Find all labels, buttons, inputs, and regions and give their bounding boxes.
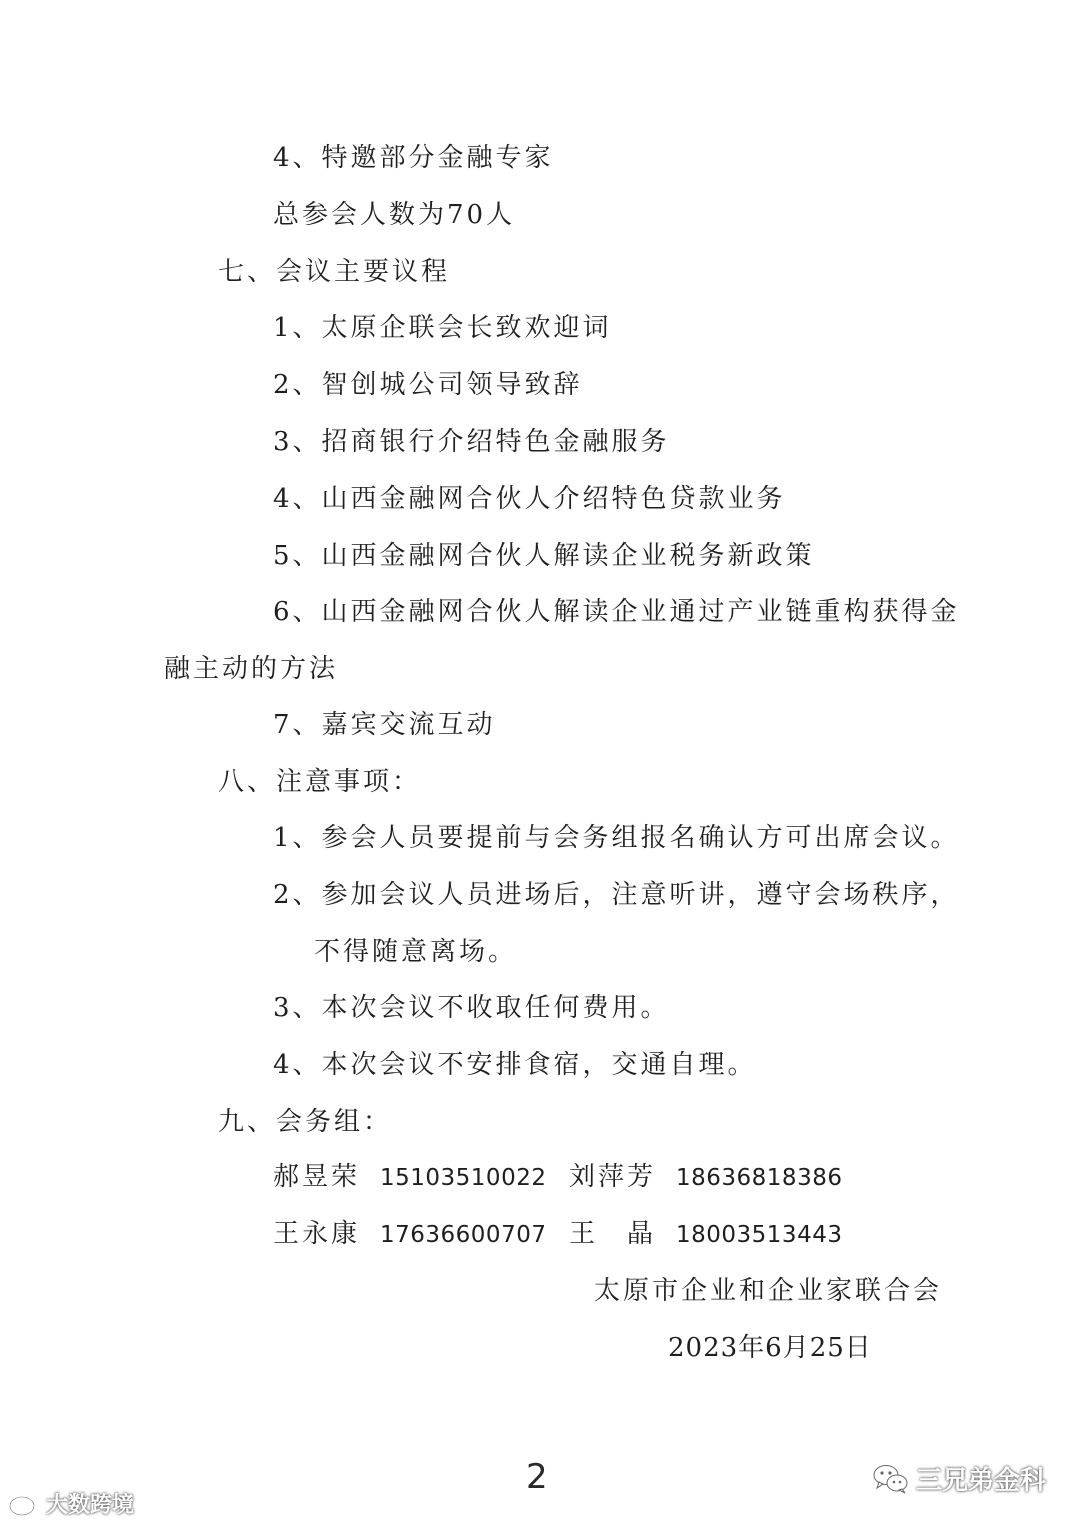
agenda-item: 2、智创城公司领导致辞 xyxy=(273,370,583,400)
contact-phone: 17636600707 xyxy=(380,1222,547,1248)
section-heading-agenda: 七、会议主要议程 xyxy=(218,257,451,287)
section-heading-organizers: 九、会务组： xyxy=(218,1107,393,1137)
agenda-item-continuation: 融主动的方法 xyxy=(164,654,339,684)
signature-organization: 太原市企业和企业家联合会 xyxy=(594,1276,943,1306)
agenda-item: 4、山西金融网合伙人介绍特色贷款业务 xyxy=(273,484,786,514)
page-number: 2 xyxy=(526,1457,548,1497)
note-item: 1、参会人员要提前与会务组报名确认方可出席会议。 xyxy=(273,823,960,853)
watermark-left-text: 大数跨境 xyxy=(46,1493,135,1518)
note-item: 4、本次会议不安排食宿，交通自理。 xyxy=(273,1050,757,1080)
agenda-item: 5、山西金融网合伙人解读企业税务新政策 xyxy=(273,541,815,571)
section-heading-notes: 八、注意事项： xyxy=(218,767,422,797)
watermark-right-text: 三兄弟金科 xyxy=(916,1466,1047,1496)
signature-date: 2023年6月25日 xyxy=(668,1333,872,1363)
contact-phone: 18003513443 xyxy=(676,1222,843,1248)
note-item: 2、参加会议人员进场后，注意听讲，遵守会场秩序， xyxy=(273,880,960,910)
note-item: 3、本次会议不收取任何费用。 xyxy=(273,993,670,1023)
contact-phone: 18636818386 xyxy=(676,1165,843,1191)
watermark-right xyxy=(872,1460,1046,1497)
agenda-item: 1、太原企联会长致欢迎词 xyxy=(273,313,612,343)
contact-name: 刘萍芳 xyxy=(569,1162,657,1192)
note-item-continuation: 不得随意离场。 xyxy=(314,937,518,967)
contact-name: 郝昱荣 xyxy=(273,1162,361,1192)
list-item: 4、特邀部分金融专家 xyxy=(273,143,554,173)
attendee-total: 总参会人数为70人 xyxy=(273,200,516,230)
contact-name: 王永康 xyxy=(273,1219,361,1249)
watermark-left xyxy=(8,1488,134,1519)
contact-phone: 15103510022 xyxy=(380,1165,547,1191)
contact-name: 王 晶 xyxy=(569,1219,657,1249)
sina-weibo-icon xyxy=(8,1491,42,1517)
agenda-item: 7、嘉宾交流互动 xyxy=(273,710,496,740)
agenda-item: 6、山西金融网合伙人解读企业通过产业链重构获得金 xyxy=(273,597,960,627)
wechat-icon xyxy=(872,1463,910,1495)
agenda-item: 3、招商银行介绍特色金融服务 xyxy=(273,427,670,457)
